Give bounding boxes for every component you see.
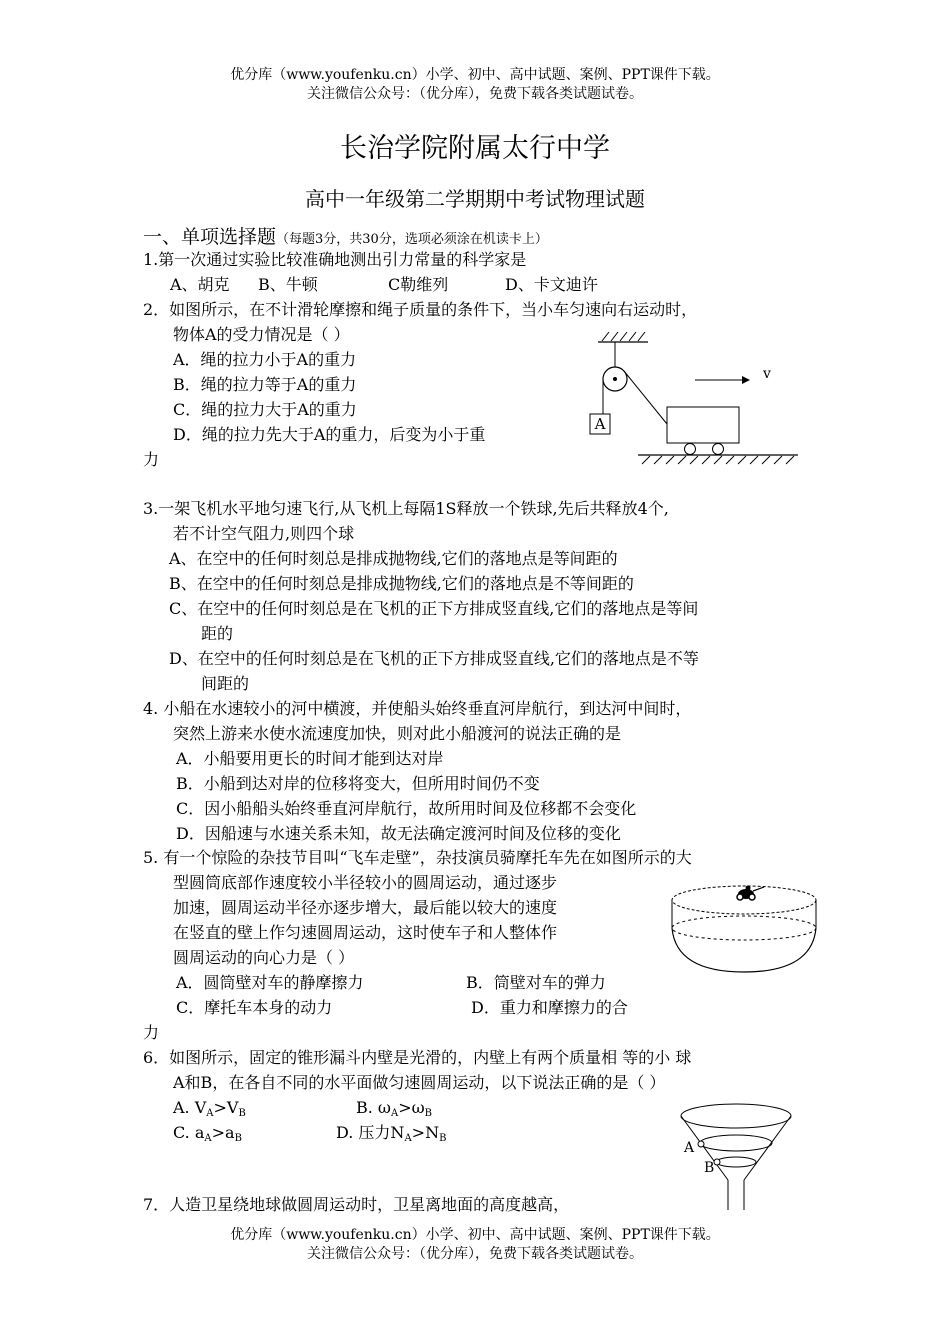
q5-stem-line-5: 圆周运动的向心力是（ ） [173, 948, 355, 967]
funnel-figure [676, 1100, 808, 1212]
q5-stem-line-2: 型圆筒底部作速度较小半径较小的圆周运动，通过逐步 [173, 873, 558, 892]
q3-option-d-cont: 间距的 [201, 674, 250, 693]
q4-option-a: A．小船要用更长的时间才能到达对岸 [176, 749, 444, 768]
velocity-label: v [763, 366, 771, 382]
q6-stem-line-2: A和B，在各自不同的水平面做匀速圆周运动，以下说法正确的是（ ） [173, 1073, 666, 1092]
q6-option-b: B. $\omega_A>\omega_B$ [356, 1098, 433, 1119]
q5-option-c: C．摩托车本身的动力 [176, 998, 333, 1017]
q5-stem-line-1: 5. 有一个惊险的杂技节目叫“飞车走壁”，杂技演员骑摩托车先在如图所示的大 [143, 848, 692, 867]
q5-option-d-cont: 力 [143, 1023, 160, 1042]
q6-stem-line-1: 6．如图所示，固定的锥形漏斗内壁是光滑的，内壁上有两个质量相 等的小 球 [143, 1048, 692, 1067]
q3-option-c-cont: 距的 [201, 624, 234, 643]
q5-option-b: B．筒壁对车的弹力 [466, 973, 606, 992]
q1-stem: 1.第一次通过实验比较准确地测出引力常量的科学家是 [143, 250, 527, 269]
q2-option-d: D．绳的拉力先大于A的重力，后变为小于重 [173, 425, 486, 444]
q5-option-d: D．重力和摩擦力的合 [471, 998, 628, 1017]
q2-stem-line-1: 2．如图所示，在不计滑轮摩擦和绳子质量的条件下，当小车匀速向右运动时， [143, 300, 698, 319]
q6-option-d: D. 压力$N_A>N_B$ [336, 1123, 447, 1144]
school-title: 长治学院附属太行中学 [340, 133, 610, 164]
header-line-1: 优分库（www.youfenku.cn）小学、初中、高中试题、案例、PPT课件下载。 [230, 67, 720, 83]
q1-option-c: C勒维列 [388, 275, 449, 294]
cylinder-wall-figure [670, 872, 820, 976]
section-1-note: （每题3分，共30分，选项必须涂在机读卡上） [276, 232, 548, 247]
q1-option-a: A、胡克 [170, 275, 230, 294]
q4-option-b: B．小船到达对岸的位移将变大，但所用时间仍不变 [176, 774, 540, 793]
q5-stem-line-3: 加速，圆周运动半径亦逐步增大，最后能以较大的速度 [173, 898, 558, 917]
q3-option-b: B、在空中的任何时刻总是排成抛物线,它们的落地点是不等间距的 [169, 574, 634, 593]
q3-stem-line-1: 3.一架飞机水平地匀速飞行,从飞机上每隔1S释放一个铁球,先后共释放4个, [143, 499, 669, 518]
motorcycle-rider-icon [737, 886, 764, 901]
section-1-heading [143, 226, 548, 251]
header-line-2: 关注微信公众号：（优分库），免费下载各类试题试卷。 [307, 86, 643, 102]
q5-option-a: A．圆筒壁对车的静摩擦力 [176, 973, 364, 992]
q2-option-b: B．绳的拉力等于A的重力 [173, 375, 357, 394]
funnel-ball-b-label: B [704, 1160, 715, 1176]
q5-stem-line-4: 在竖直的壁上作匀速圆周运动，这时使车子和人整体作 [173, 923, 558, 942]
q6-option-c: C. $a_A>a_B$ [173, 1123, 242, 1144]
q3-option-c: C、在空中的任何时刻总是在飞机的正下方排成竖直线,它们的落地点是等间 [169, 599, 699, 618]
q2-stem-line-2: 物体A的受力情况是（ ） [173, 325, 350, 344]
section-1-title: 一、单项选择题 [143, 226, 277, 248]
q3-option-d: D、在空中的任何时刻总是在飞机的正下方排成竖直线,它们的落地点是不等 [169, 649, 699, 668]
q4-option-c: C．因小船船头始终垂直河岸航行，故所用时间及位移都不会变化 [176, 799, 637, 818]
q4-stem-line-1: 4. 小船在水速较小的河中横渡，并使船头始终垂直河岸航行，到达河中间时， [143, 699, 692, 718]
q1-option-b: B、牛顿 [258, 275, 318, 294]
pulley-block-label: A [594, 415, 606, 433]
footer-line-1: 优分库（www.youfenku.cn）小学、初中、高中试题、案例、PPT课件下载。 [230, 1227, 720, 1243]
q4-stem-line-2: 突然上游来水使水流速度加快，则对此小船渡河的说法正确的是 [173, 724, 622, 743]
q1-option-d: D、卡文迪许 [505, 275, 598, 294]
q3-stem-line-2: 若不计空气阻力,则四个球 [173, 524, 355, 543]
q6-option-a: A. $V_A>V_B$ [173, 1098, 246, 1119]
q2-option-d-cont: 力 [143, 450, 160, 469]
exam-title: 高中一年级第二学期期中考试物理试题 [305, 187, 645, 211]
pulley-cart-figure [578, 326, 802, 472]
q2-option-a: A．绳的拉力小于A的重力 [173, 350, 357, 369]
q2-option-c: C．绳的拉力大于A的重力 [173, 400, 357, 419]
footer-line-2: 关注微信公众号：（优分库），免费下载各类试题试卷。 [307, 1246, 643, 1262]
q7-stem: 7．人造卫星绕地球做圆周运动时，卫星离地面的高度越高， [143, 1195, 570, 1214]
q3-option-a: A、在空中的任何时刻总是排成抛物线,它们的落地点是等间距的 [169, 549, 618, 568]
funnel-ball-a-label: A [684, 1140, 695, 1156]
q4-option-d: D．因船速与水速关系未知，故无法确定渡河时间及位移的变化 [176, 824, 621, 843]
